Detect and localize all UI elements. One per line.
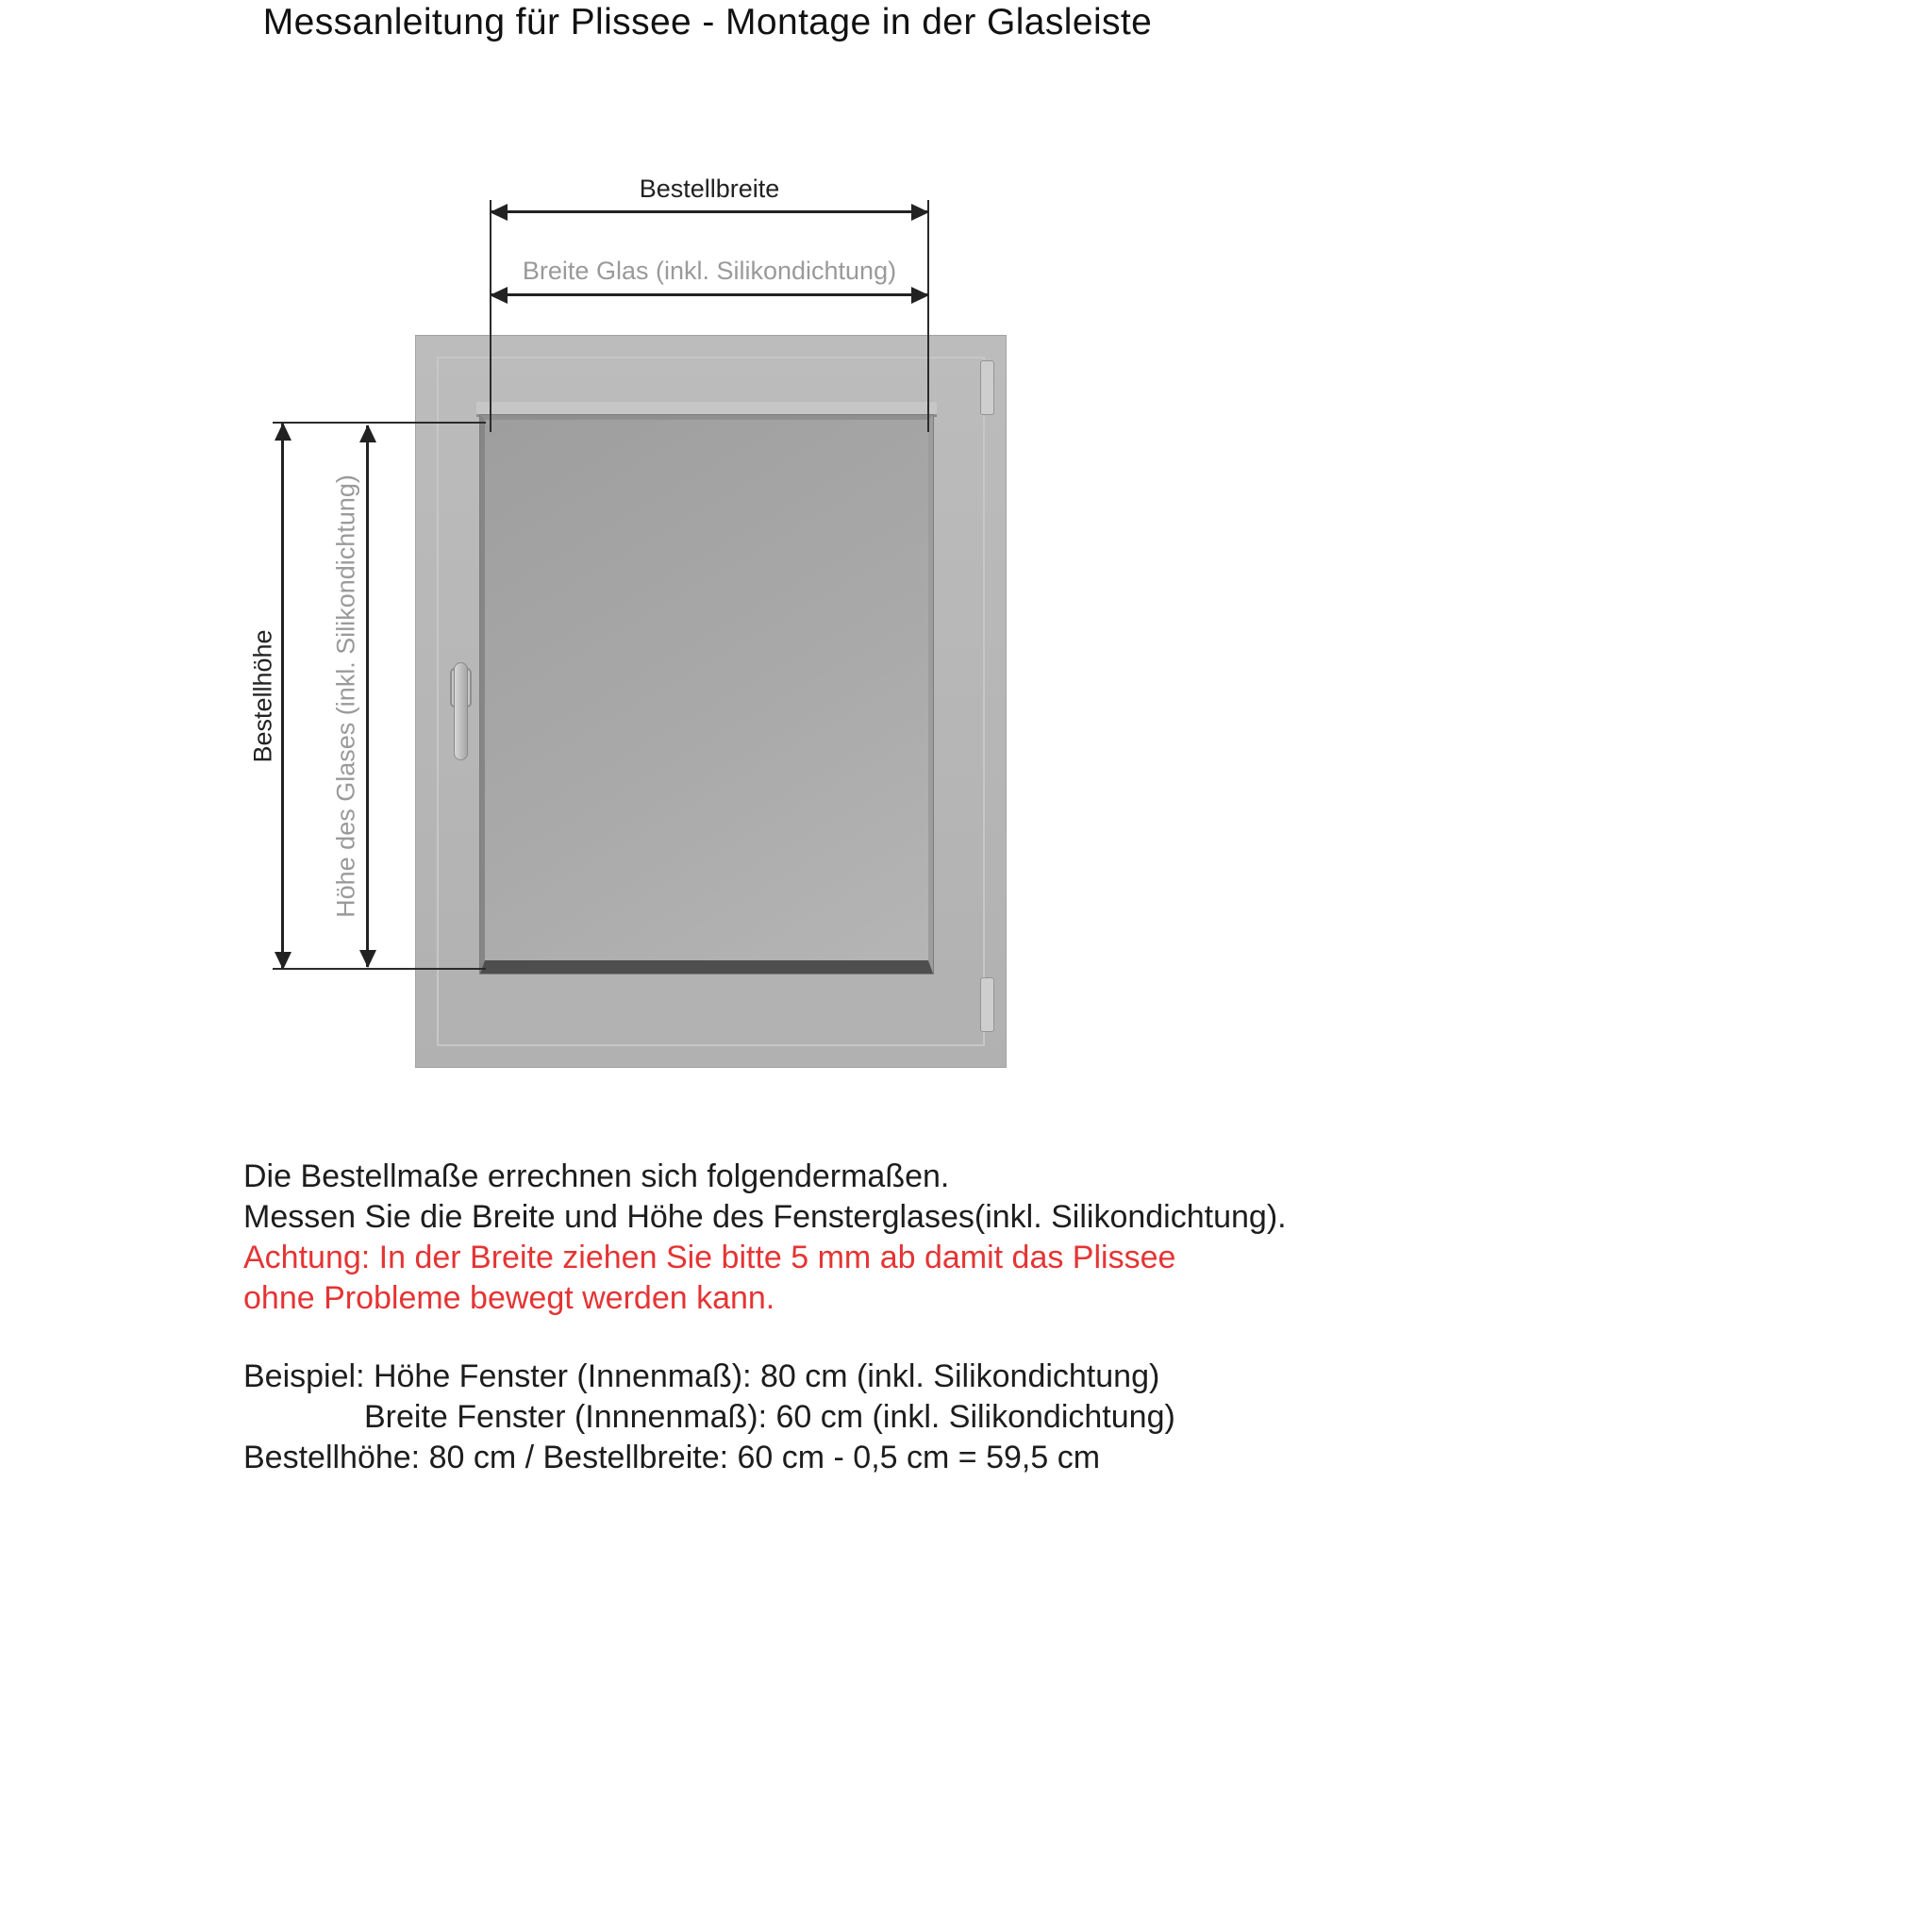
example-line-2: Breite Fenster (Innnenmaß): 60 cm (inkl. Silikondichtung)	[364, 1399, 1175, 1435]
label-bestellhoehe: Bestellhöhe	[248, 629, 277, 763]
window-hinge-bottom	[980, 977, 994, 1032]
dimension-arrow-breite-glas	[491, 293, 928, 296]
warning-line-2: ohne Probleme bewegt werden kann.	[243, 1280, 775, 1316]
window-glass	[480, 415, 933, 974]
instruction-line-1: Die Bestellmaße errechnen sich folgendermaßen.	[243, 1158, 950, 1194]
warning-line-1: Achtung: In der Breite ziehen Sie bitte 5 mm ab damit das Plissee	[243, 1240, 1176, 1275]
instruction-line-2: Messen Sie die Breite und Höhe des Fensterglases(inkl. Silikondichtung).	[243, 1199, 1287, 1235]
label-hoehe-glas: Höhe des Glases (inkl. Silikondichtung)	[331, 475, 360, 918]
extension-line-height-top	[273, 422, 486, 424]
page-title: Messanleitung für Plissee - Montage in der Glasleiste	[262, 2, 1153, 42]
dimension-arrow-bestellhoehe	[281, 424, 284, 969]
extension-line-width-left	[490, 200, 491, 432]
instructions-block	[243, 1157, 1287, 1478]
window-handle	[454, 662, 468, 760]
dimension-arrow-hoehe-glas	[366, 425, 369, 967]
window-illustration	[415, 335, 1007, 1068]
label-breite-glas: Breite Glas (inkl. Silikondichtung)	[522, 257, 897, 285]
example-line-1: Beispiel: Höhe Fenster (Innenmaß): 80 cm (inkl. Silikondichtung)	[243, 1358, 1160, 1394]
example-line-3: Bestellhöhe: 80 cm / Bestellbreite: 60 cm - 0,5 cm = 59,5 cm	[243, 1440, 1101, 1475]
extension-line-width-right	[927, 200, 929, 432]
dimension-arrow-bestellbreite	[491, 210, 928, 213]
extension-line-height-bottom	[273, 968, 486, 970]
label-bestellbreite: Bestellbreite	[639, 175, 780, 203]
window-hinge-top	[980, 360, 994, 415]
